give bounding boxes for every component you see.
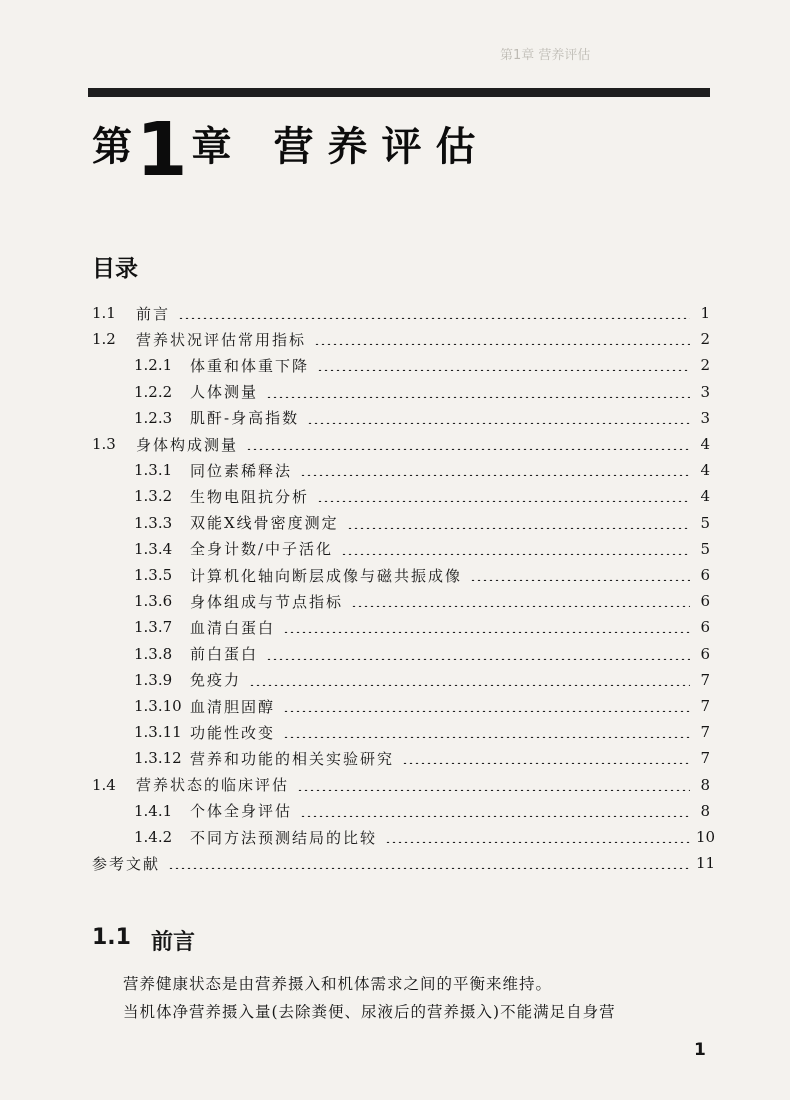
toc-entry[interactable]	[134, 510, 710, 536]
toc-entry[interactable]	[134, 614, 710, 640]
toc-entry-page: 11	[696, 854, 716, 873]
toc-leader-dots	[347, 517, 690, 529]
toc-entry-page: 8	[700, 801, 710, 820]
toc-entry-title: 身体构成测量	[136, 435, 239, 454]
toc-entry-page: 5	[700, 513, 710, 532]
toc-leader-dots	[314, 333, 690, 345]
toc-entry[interactable]	[92, 431, 710, 457]
toc-entry-title: 全身计数/中子活化	[190, 540, 334, 559]
paragraph-line: 营养健康状态是由营养摄入和机体需求之间的平衡来维持。	[123, 975, 553, 993]
toc-entry[interactable]	[134, 745, 710, 771]
toc-leader-dots	[307, 412, 690, 424]
toc-entry-number: 1.4.1	[134, 801, 173, 820]
toc-entry-page: 4	[700, 435, 710, 453]
toc-entry-number: 1.1	[92, 304, 116, 322]
toc-entry-title: 计算机化轴向断层成像与磁共振成像	[190, 566, 463, 585]
toc-entry[interactable]	[92, 300, 710, 326]
toc-entry-title: 前言	[136, 304, 171, 323]
toc-leader-dots	[317, 490, 690, 502]
toc-leader-dots	[385, 831, 690, 843]
toc-leader-dots	[266, 648, 690, 660]
toc-leader-dots	[402, 752, 690, 764]
toc-entry-page: 3	[700, 408, 710, 427]
chapter-word: 第	[92, 124, 132, 170]
toc-entry-title: 身体组成与节点指标	[190, 592, 344, 611]
toc-entry-number: 1.3.1	[134, 461, 173, 480]
toc-entry-page: 3	[700, 382, 710, 401]
toc-entry[interactable]	[92, 850, 716, 876]
toc-entry[interactable]	[134, 588, 710, 614]
toc-entry-number: 1.2.1	[134, 356, 173, 375]
toc-entry-page: 4	[700, 487, 710, 506]
toc-entry-title: 生物电阻抗分析	[190, 487, 310, 506]
toc-entry[interactable]	[134, 719, 710, 745]
toc-entry[interactable]	[134, 483, 710, 509]
chapter-name: 营养评估	[273, 124, 490, 170]
toc-entry-number: 1.3.11	[134, 723, 182, 742]
section-title	[92, 925, 195, 956]
chapter-title	[92, 107, 490, 193]
toc-entry-title: 血清胆固醇	[190, 697, 276, 716]
chapter-rule	[88, 88, 710, 97]
toc-leader-dots	[341, 543, 690, 555]
toc-entry-page: 2	[700, 356, 710, 375]
toc-leader-dots	[297, 779, 690, 791]
toc-entry-page: 6	[700, 644, 710, 663]
toc-entry-number: 1.2	[92, 330, 116, 349]
toc-entry-number: 1.3.7	[134, 618, 173, 637]
toc-leader-dots	[317, 359, 690, 371]
section-name: 前言	[150, 930, 195, 955]
toc-entry-page: 7	[700, 723, 710, 742]
toc-leader-dots	[249, 674, 690, 686]
toc-entry[interactable]	[134, 562, 710, 588]
toc-entry[interactable]	[134, 536, 710, 562]
page-number: 1	[694, 1040, 706, 1060]
toc-entry-number: 1.3.12	[134, 749, 182, 768]
section-number: 1.1	[92, 925, 131, 950]
toc-entry-number: 1.3.9	[134, 670, 173, 689]
toc-entry-title: 肌酐-身高指数	[190, 409, 300, 428]
toc-leader-dots	[246, 438, 690, 450]
toc-entry[interactable]	[134, 641, 710, 667]
toc-entry-number: 1.4.2	[134, 828, 173, 846]
toc-entry-page: 6	[700, 618, 710, 637]
toc-entry-page: 8	[700, 775, 710, 794]
toc-entry[interactable]	[92, 326, 710, 352]
toc-leader-dots	[300, 805, 690, 817]
toc-entry-number: 1.3.5	[134, 566, 173, 584]
toc-entry-title: 免疫力	[190, 671, 242, 690]
paragraph-line: 当机体净营养摄入量(去除粪便、尿液后的营养摄入)不能满足自身营	[123, 1003, 616, 1021]
toc-leader-dots	[283, 621, 690, 633]
toc-entry[interactable]	[134, 693, 710, 719]
toc-entry-title: 个体全身评估	[190, 802, 293, 821]
toc-entry-number: 1.3.3	[134, 513, 173, 532]
toc-entry-title: 营养状况评估常用指标	[136, 330, 307, 349]
toc-entry[interactable]	[134, 379, 710, 405]
toc-entry-number: 1.4	[92, 775, 116, 794]
toc-entry-page: 5	[700, 539, 710, 558]
toc-entry-number: 1.2.2	[134, 382, 173, 401]
toc-entry-title: 参考文献	[92, 854, 161, 873]
toc-entry-title: 营养和功能的相关实验研究	[190, 749, 395, 768]
toc-entry-number: 1.3.4	[134, 539, 173, 558]
toc-entry-page: 1	[700, 304, 710, 322]
toc-entry[interactable]	[92, 772, 710, 798]
chapter-suffix: 章	[191, 124, 232, 170]
toc-entry-title: 同位素稀释法	[190, 461, 293, 480]
toc-entry-number: 1.3	[92, 435, 116, 453]
toc-heading: 目录	[92, 256, 138, 282]
toc-entry[interactable]	[134, 457, 710, 483]
running-head: 第1章 营养评估	[500, 48, 591, 63]
toc-leader-dots	[283, 700, 690, 712]
toc-entry-page: 7	[700, 670, 710, 689]
toc-leader-dots	[266, 386, 690, 398]
toc-entry-title: 双能X线骨密度测定	[190, 514, 339, 533]
toc-entry-page: 6	[700, 592, 710, 611]
toc-entry[interactable]	[134, 667, 710, 693]
toc-entry-title: 不同方法预测结局的比较	[190, 828, 378, 847]
toc-entry-page: 7	[700, 697, 710, 715]
chapter-number: 1	[136, 107, 188, 193]
toc-leader-dots	[283, 726, 690, 738]
toc-leader-dots	[300, 464, 690, 476]
toc-entry-number: 1.2.3	[134, 408, 173, 427]
toc-entry[interactable]	[134, 405, 710, 431]
toc-leader-dots	[351, 595, 690, 607]
toc-entry-number: 1.3.2	[134, 487, 173, 506]
toc-entry-page: 7	[700, 749, 710, 768]
toc-entry-title: 功能性改变	[190, 723, 276, 742]
toc-leader-dots	[178, 307, 690, 319]
toc-entry[interactable]	[134, 824, 716, 850]
toc-entry-number: 1.3.6	[134, 592, 173, 611]
toc-entry-number: 1.3.8	[134, 644, 173, 663]
toc-leader-dots	[168, 857, 690, 869]
toc-leader-dots	[470, 569, 690, 581]
toc-entry[interactable]	[134, 352, 710, 378]
toc-entry[interactable]	[134, 798, 710, 824]
toc-entry-title: 营养状态的临床评估	[136, 776, 290, 795]
toc-entry-page: 4	[700, 461, 710, 480]
toc-entry-page: 10	[696, 828, 716, 846]
toc-entry-title: 前白蛋白	[190, 645, 259, 664]
toc-entry-title: 体重和体重下降	[190, 356, 310, 375]
toc-entry-number: 1.3.10	[134, 697, 182, 715]
toc-entry-page: 2	[700, 330, 710, 349]
toc-entry-title: 血清白蛋白	[190, 618, 276, 637]
toc-entry-page: 6	[700, 566, 710, 584]
toc-entry-title: 人体测量	[190, 383, 259, 402]
